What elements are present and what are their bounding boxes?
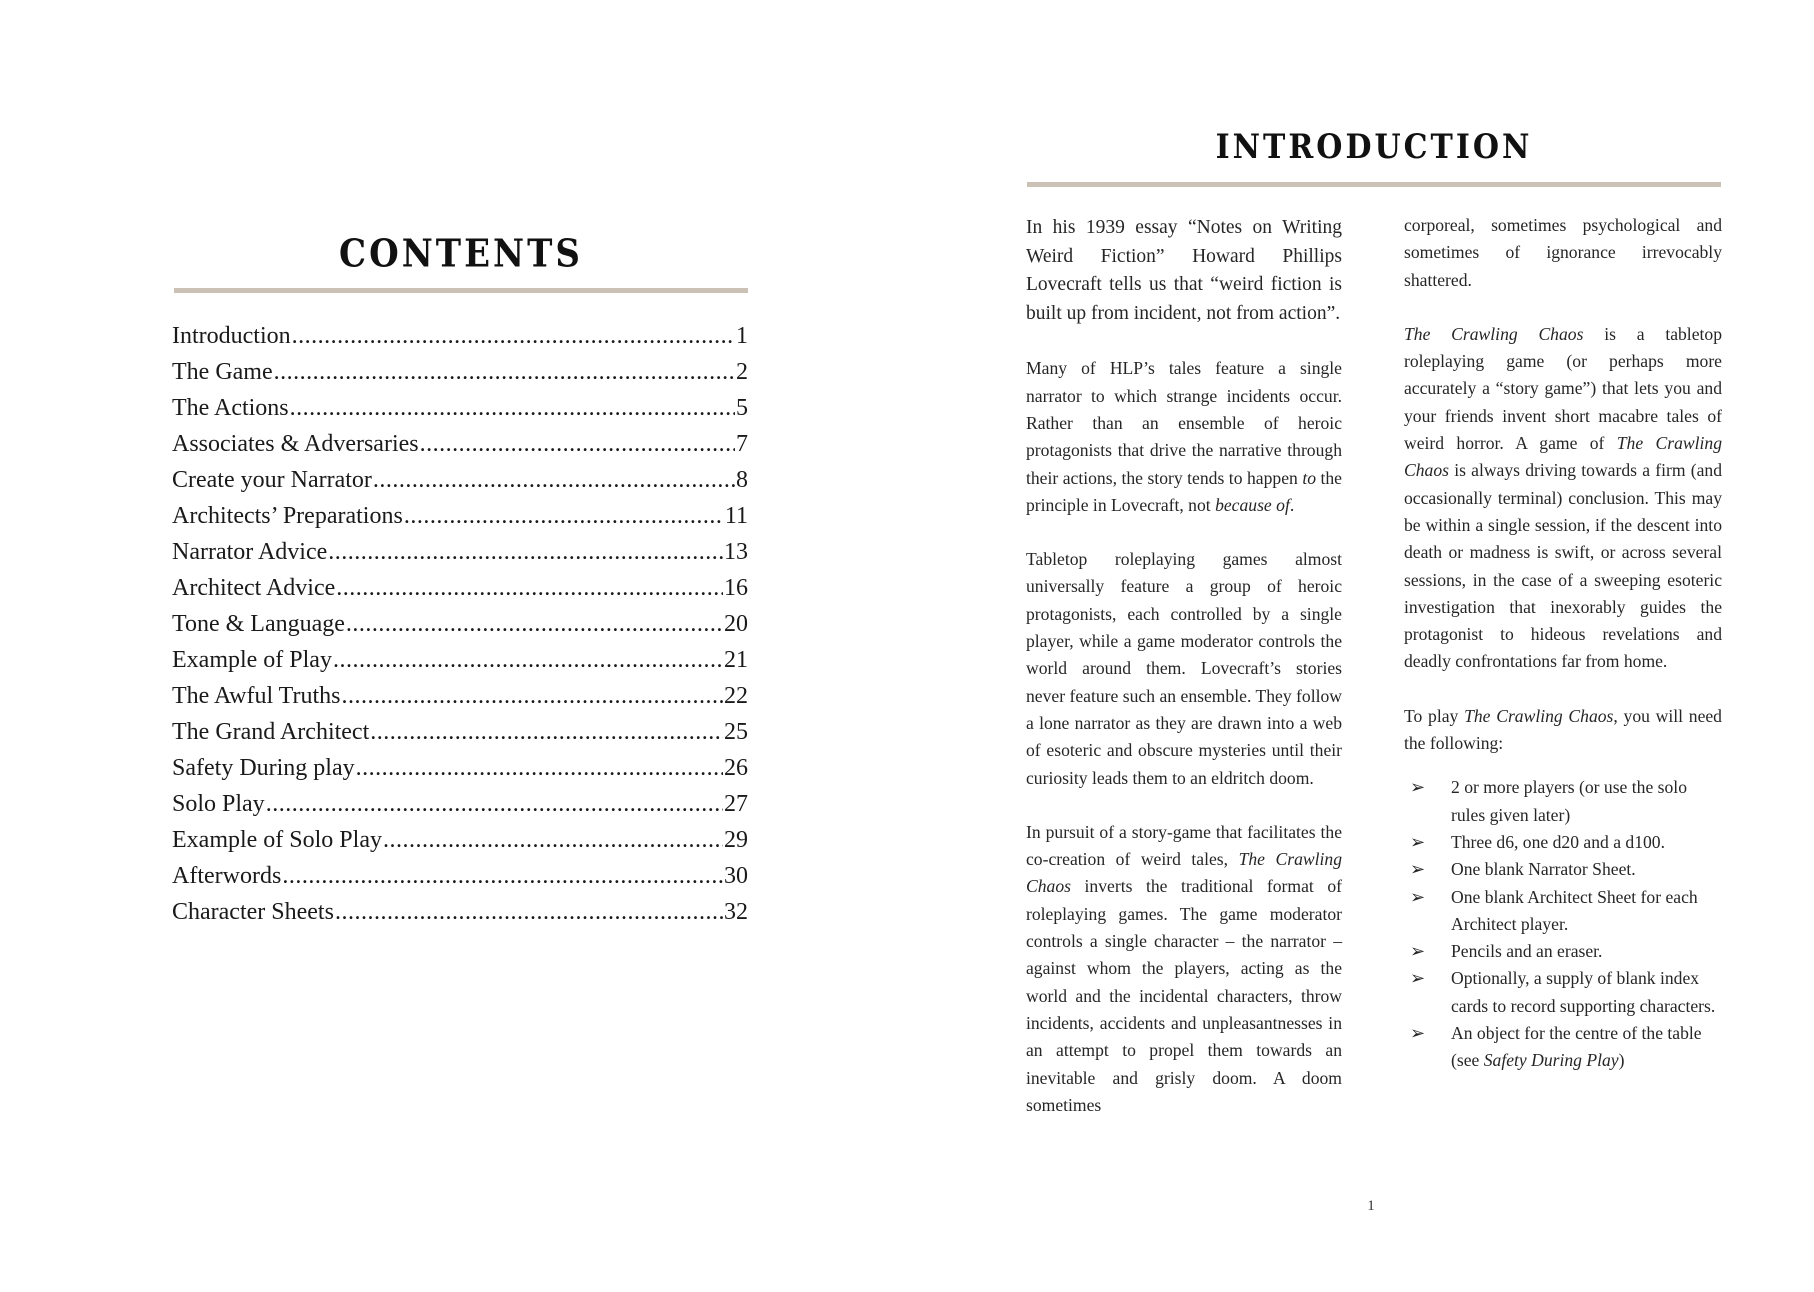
intro-paragraph: To play The Crawling Chaos, you will need the following:: [1404, 705, 1722, 754]
toc-leader-dots: [336, 570, 723, 606]
requirements-list: [1404, 774, 1722, 1074]
toc-leader-dots: [404, 498, 724, 534]
toc-leader-dots: [290, 390, 735, 426]
toc-entry-label: Introduction: [172, 323, 291, 349]
list-item: ➢ Pencils and an eraser.: [1404, 938, 1722, 965]
toc-entry-label: Create your Narrator: [172, 467, 372, 493]
toc-entry-page: 26: [724, 755, 748, 781]
toc-entry-page: 16: [724, 575, 748, 601]
toc-entry[interactable]: [172, 606, 748, 642]
toc-leader-dots: [373, 462, 735, 498]
arrow-bullet-icon: ➢: [1410, 1023, 1426, 1045]
contents-title: CONTENTS: [339, 231, 583, 277]
toc-leader-dots: [370, 714, 723, 750]
toc-entry-page: 20: [724, 611, 748, 637]
toc-entry-page: 1: [736, 323, 748, 349]
toc-leader-dots: [335, 894, 723, 930]
toc-entry-page: 25: [724, 719, 748, 745]
list-item: ➢ One blank Architect Sheet for each Architect player.: [1404, 884, 1722, 939]
toc-entry-label: Tone & Language: [172, 611, 345, 637]
toc-entry[interactable]: [172, 750, 748, 786]
toc-entry-label: The Awful Truths: [172, 683, 341, 709]
arrow-bullet-icon: ➢: [1410, 941, 1426, 963]
toc-entry[interactable]: [172, 426, 748, 462]
toc-entry[interactable]: [172, 858, 748, 894]
intro-paragraph: corporeal, sometimes psychological and sometimes of ignorance irrevocably shattered.: [1404, 215, 1722, 290]
list-item: ➢ Optionally, a supply of blank index cards to record supporting characters.: [1404, 965, 1722, 1020]
toc-entry-label: Example of Solo Play: [172, 827, 382, 853]
toc-entry-page: 2: [736, 359, 748, 385]
toc-entry[interactable]: [172, 822, 748, 858]
toc-entry-page: 7: [736, 431, 748, 457]
toc-entry-label: Associates & Adversaries: [172, 431, 419, 457]
toc-entry-label: The Actions: [172, 395, 289, 421]
arrow-bullet-icon: ➢: [1410, 886, 1426, 908]
toc-leader-dots: [328, 534, 723, 570]
toc-entry-label: Afterwords: [172, 863, 282, 889]
list-item: ➢ An object for the centre of the table (see Safety During Play): [1404, 1020, 1722, 1075]
toc-leader-dots: [356, 750, 723, 786]
toc-entry[interactable]: [172, 462, 748, 498]
toc-entry[interactable]: [172, 570, 748, 606]
toc-entry-label: Character Sheets: [172, 899, 334, 925]
toc-entry-page: 27: [724, 791, 748, 817]
list-item: ➢ Three d6, one d20 and a d100.: [1404, 829, 1722, 856]
arrow-bullet-icon: ➢: [1410, 859, 1426, 881]
toc-entry-page: 30: [724, 863, 748, 889]
toc-entry[interactable]: [172, 390, 748, 426]
page-number: 1: [1367, 1198, 1375, 1214]
toc-entry[interactable]: [172, 786, 748, 822]
toc-entry[interactable]: [172, 534, 748, 570]
toc-leader-dots: [342, 678, 724, 714]
toc-leader-dots: [266, 786, 723, 822]
toc-entry-label: Narrator Advice: [172, 539, 328, 565]
toc-entry-label: Architect Advice: [172, 575, 336, 601]
toc-leader-dots: [346, 606, 723, 642]
contents-divider: [174, 288, 748, 293]
toc-leader-dots: [274, 354, 735, 390]
list-item: ➢ 2 or more players (or use the solo rules given later): [1404, 774, 1722, 829]
toc-leader-dots: [292, 318, 735, 354]
toc-entry-page: 22: [724, 683, 748, 709]
list-item: ➢ One blank Narrator Sheet.: [1404, 856, 1722, 883]
toc-leader-dots: [420, 426, 735, 462]
intro-paragraph: In his 1939 essay “Notes on Writing Weird Fiction” Howard Phillips Lovecraft tells us that “weird fiction is built up from incident, not from action”.: [1026, 217, 1342, 324]
toc-entry-label: Solo Play: [172, 791, 265, 817]
toc-entry-page: 5: [736, 395, 748, 421]
toc-entry[interactable]: [172, 642, 748, 678]
toc-entry[interactable]: [172, 318, 748, 354]
table-of-contents: [172, 318, 748, 930]
introduction-column-right: [1404, 212, 1722, 1075]
toc-entry-label: Example of Play: [172, 647, 332, 673]
introduction-divider: [1027, 182, 1721, 187]
toc-leader-dots: [333, 642, 723, 678]
arrow-bullet-icon: ➢: [1410, 831, 1426, 853]
toc-entry-page: 11: [724, 503, 748, 529]
toc-entry-page: 21: [724, 647, 748, 673]
arrow-bullet-icon: ➢: [1410, 968, 1426, 990]
toc-entry-page: 13: [724, 539, 748, 565]
toc-entry[interactable]: [172, 498, 748, 534]
toc-entry[interactable]: [172, 714, 748, 750]
toc-leader-dots: [383, 822, 723, 858]
intro-paragraph: Many of HLP’s tales feature a single narrator to which strange incidents occur. Rather than an ensemble of heroic protagonists that drive the narrative through their actions, the story tends to happen to the principle in Lovecraft, not because of.: [1026, 358, 1342, 515]
toc-entry[interactable]: [172, 354, 748, 390]
toc-entry-label: The Grand Architect: [172, 719, 370, 745]
toc-entry[interactable]: [172, 894, 748, 930]
arrow-bullet-icon: ➢: [1410, 777, 1426, 799]
introduction-title: INTRODUCTION: [1215, 127, 1533, 168]
toc-entry[interactable]: [172, 678, 748, 714]
introduction-column-left: [1026, 214, 1342, 1146]
toc-entry-page: 32: [724, 899, 748, 925]
toc-entry-page: 29: [724, 827, 748, 853]
intro-paragraph: In pursuit of a story-game that facilitates the co-creation of weird tales, The Crawling Chaos inverts the traditional format of roleplaying games. The game moderator controls a single character – the narrator – against whom the players, acting as the world and the incidental characters, throw incidents, accidents and unpleasantnesses in an attempt to propel them towards an inevitable and grisly doom. A doom sometimes: [1026, 821, 1342, 1115]
toc-entry-label: The Game: [172, 359, 273, 385]
toc-entry-label: Architects’ Preparations: [172, 503, 403, 529]
intro-paragraph: Tabletop roleplaying games almost universally feature a group of heroic protagonists, each controlled by a single player, while a game moderator controls the world around them. Lovecraft’s stories never feature such an ensemble. They follow a lone narrator as they are drawn into a web of esoteric and obscure mysteries until their curiosity leads them to an eldritch doom.: [1026, 549, 1342, 788]
toc-leader-dots: [282, 858, 723, 894]
toc-entry-label: Safety During play: [172, 755, 355, 781]
toc-entry-page: 8: [736, 467, 748, 493]
intro-paragraph: The Crawling Chaos is a tabletop roleplaying game (or perhaps more accurately a “story game”) that lets you and your friends invent short macabre tales of weird horror. A game of The Crawling Chaos is always driving towards a firm (and occasionally terminal) conclusion. This may be within a single session, if the descent into death or madness is swift, or across several sessions, in the case of a sweeping esoteric investigation that inexorably guides the protagonist to hideous revelations and deadly confrontations far from home.: [1404, 323, 1722, 672]
